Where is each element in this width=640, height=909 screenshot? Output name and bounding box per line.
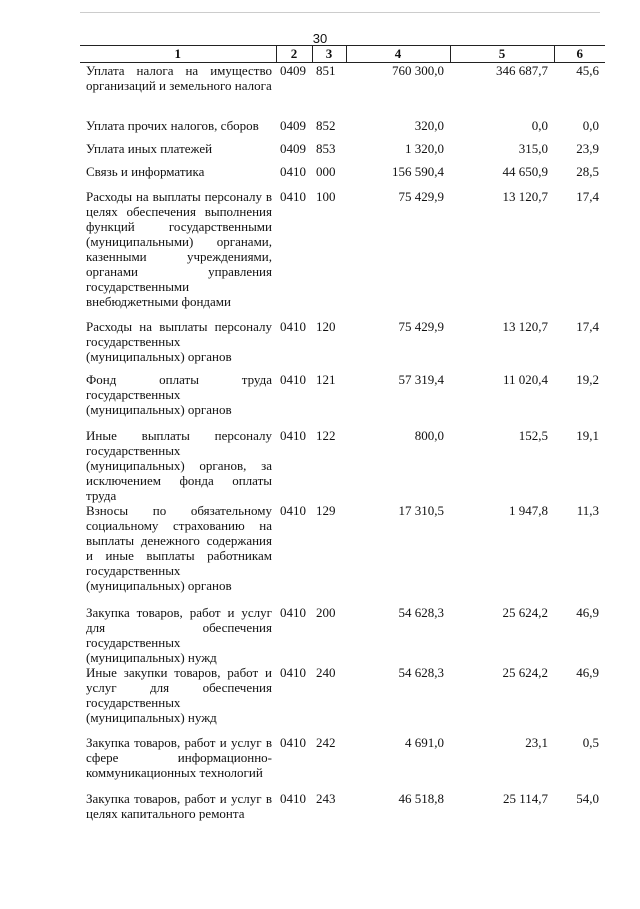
table-row [80, 141, 605, 164]
row-section-code: 0409 [280, 140, 306, 156]
row-expense-code: 100 [316, 188, 336, 204]
table-row [80, 118, 605, 141]
row-percent: 46,9 [576, 604, 599, 620]
row-fact-amount: 152,5 [518, 427, 548, 443]
row-expense-code: 120 [316, 318, 336, 334]
header-col-2: 2 [276, 46, 312, 63]
header-col-5: 5 [450, 46, 554, 63]
row-plan-amount: 760 300,0 [392, 63, 444, 78]
row-fact-amount: 11 020,4 [502, 371, 548, 387]
row-expense-code: 122 [316, 427, 336, 443]
header-col-3: 3 [312, 46, 346, 63]
row-name: Фонд оплаты труда государственных (муниципальных) органов [86, 371, 272, 417]
header-row [80, 46, 605, 63]
row-name: Иные выплаты персоналу государственных (муниципальных) органов, за исключением фонда оплаты труда [86, 427, 272, 503]
row-plan-amount: 46 518,8 [398, 790, 444, 806]
row-name: Уплата налога на имущество организаций и земельного налога [86, 63, 272, 93]
table-row [80, 372, 605, 428]
row-plan-amount: 1 320,0 [405, 140, 444, 156]
row-expense-code: 851 [316, 63, 336, 78]
row-name: Расходы на выплаты персоналу государственных (муниципальных) органов [86, 318, 272, 364]
row-expense-code: 200 [316, 604, 336, 620]
row-section-code: 0410 [280, 604, 306, 620]
row-percent: 17,4 [576, 188, 599, 204]
row-fact-amount: 25 114,7 [502, 790, 548, 806]
row-expense-code: 853 [316, 140, 336, 156]
row-section-code: 0410 [280, 734, 306, 750]
row-section-code: 0410 [280, 188, 306, 204]
row-name: Иные закупки товаров, работ и услуг для обеспечения государственных (муниципальных) нужд [86, 664, 272, 725]
row-expense-code: 121 [316, 371, 336, 387]
row-section-code: 0410 [280, 163, 306, 179]
row-fact-amount: 25 624,2 [502, 664, 548, 680]
row-name: Расходы на выплаты персоналу в целях обеспечения выполнения функций государственными (муниципальными) органами, казенными учреждениями, органами управления государственными внебюджетными фондами [86, 188, 272, 309]
row-expense-code: 000 [316, 163, 336, 179]
row-percent: 23,9 [576, 140, 599, 156]
row-section-code: 0409 [280, 63, 306, 78]
row-expense-code: 242 [316, 734, 336, 750]
row-name: Закупка товаров, работ и услуг в целях капитального ремонта [86, 790, 272, 821]
row-percent: 45,6 [576, 63, 599, 78]
row-plan-amount: 54 628,3 [398, 604, 444, 620]
row-plan-amount: 57 319,4 [398, 371, 444, 387]
row-name: Закупка товаров, работ и услуг в сфере информационно-коммуникационных технологий [86, 734, 272, 780]
table-row [80, 189, 605, 319]
row-plan-amount: 4 691,0 [405, 734, 444, 750]
row-name: Уплата прочих налогов, сборов [86, 117, 259, 133]
table-row [80, 164, 605, 189]
header-col-4: 4 [346, 46, 450, 63]
row-fact-amount: 1 947,8 [509, 502, 548, 518]
row-fact-amount: 44 650,9 [502, 163, 548, 179]
row-plan-amount: 320,0 [414, 117, 444, 133]
page-number: 30 [312, 31, 328, 46]
table-row [80, 319, 605, 372]
row-plan-amount: 54 628,3 [398, 664, 444, 680]
table-row [80, 605, 605, 665]
row-percent: 54,0 [576, 790, 599, 806]
row-name: Закупка товаров, работ и услуг для обеспечения государственных (муниципальных) нужд [86, 604, 272, 665]
row-section-code: 0409 [280, 117, 306, 133]
row-section-code: 0410 [280, 318, 306, 334]
row-name: Уплата иных платежей [86, 140, 213, 156]
row-percent: 0,0 [582, 117, 599, 133]
row-plan-amount: 800,0 [414, 427, 444, 443]
row-percent: 19,1 [576, 427, 599, 443]
row-percent: 46,9 [576, 664, 599, 680]
table-row [80, 735, 605, 791]
table-row [80, 503, 605, 605]
row-fact-amount: 0,0 [531, 117, 548, 133]
table-row [80, 665, 605, 735]
row-expense-code: 243 [316, 790, 336, 806]
table-row [80, 791, 605, 835]
row-percent: 11,3 [576, 502, 599, 518]
row-section-code: 0410 [280, 664, 306, 680]
row-fact-amount: 13 120,7 [502, 188, 548, 204]
row-plan-amount: 156 590,4 [392, 163, 444, 179]
row-fact-amount: 23,1 [525, 734, 548, 750]
budget-table [80, 45, 605, 835]
row-fact-amount: 13 120,7 [502, 318, 548, 334]
row-plan-amount: 75 429,9 [398, 188, 444, 204]
row-expense-code: 240 [316, 664, 336, 680]
row-section-code: 0410 [280, 502, 306, 518]
table-body [80, 63, 605, 835]
row-expense-code: 852 [316, 117, 336, 133]
row-section-code: 0410 [280, 427, 306, 443]
row-fact-amount: 346 687,7 [496, 63, 548, 78]
row-percent: 0,5 [582, 734, 599, 750]
header-col-6: 6 [554, 46, 605, 63]
row-fact-amount: 315,0 [518, 140, 548, 156]
row-percent: 28,5 [576, 163, 599, 179]
table-row [80, 428, 605, 503]
row-section-code: 0410 [280, 790, 306, 806]
row-fact-amount: 25 624,2 [502, 604, 548, 620]
top-rule [80, 12, 600, 13]
table-row [80, 63, 605, 118]
row-name: Связь и информатика [86, 163, 205, 179]
row-expense-code: 129 [316, 502, 336, 518]
row-name: Взносы по обязательному социальному страхованию на выплаты денежного содержания и иные выплаты работникам государственных (муниципальных) органов [86, 502, 272, 593]
header-col-1: 1 [80, 46, 276, 63]
row-percent: 17,4 [576, 318, 599, 334]
row-plan-amount: 17 310,5 [398, 502, 444, 518]
row-percent: 19,2 [576, 371, 599, 387]
row-plan-amount: 75 429,9 [398, 318, 444, 334]
row-section-code: 0410 [280, 371, 306, 387]
